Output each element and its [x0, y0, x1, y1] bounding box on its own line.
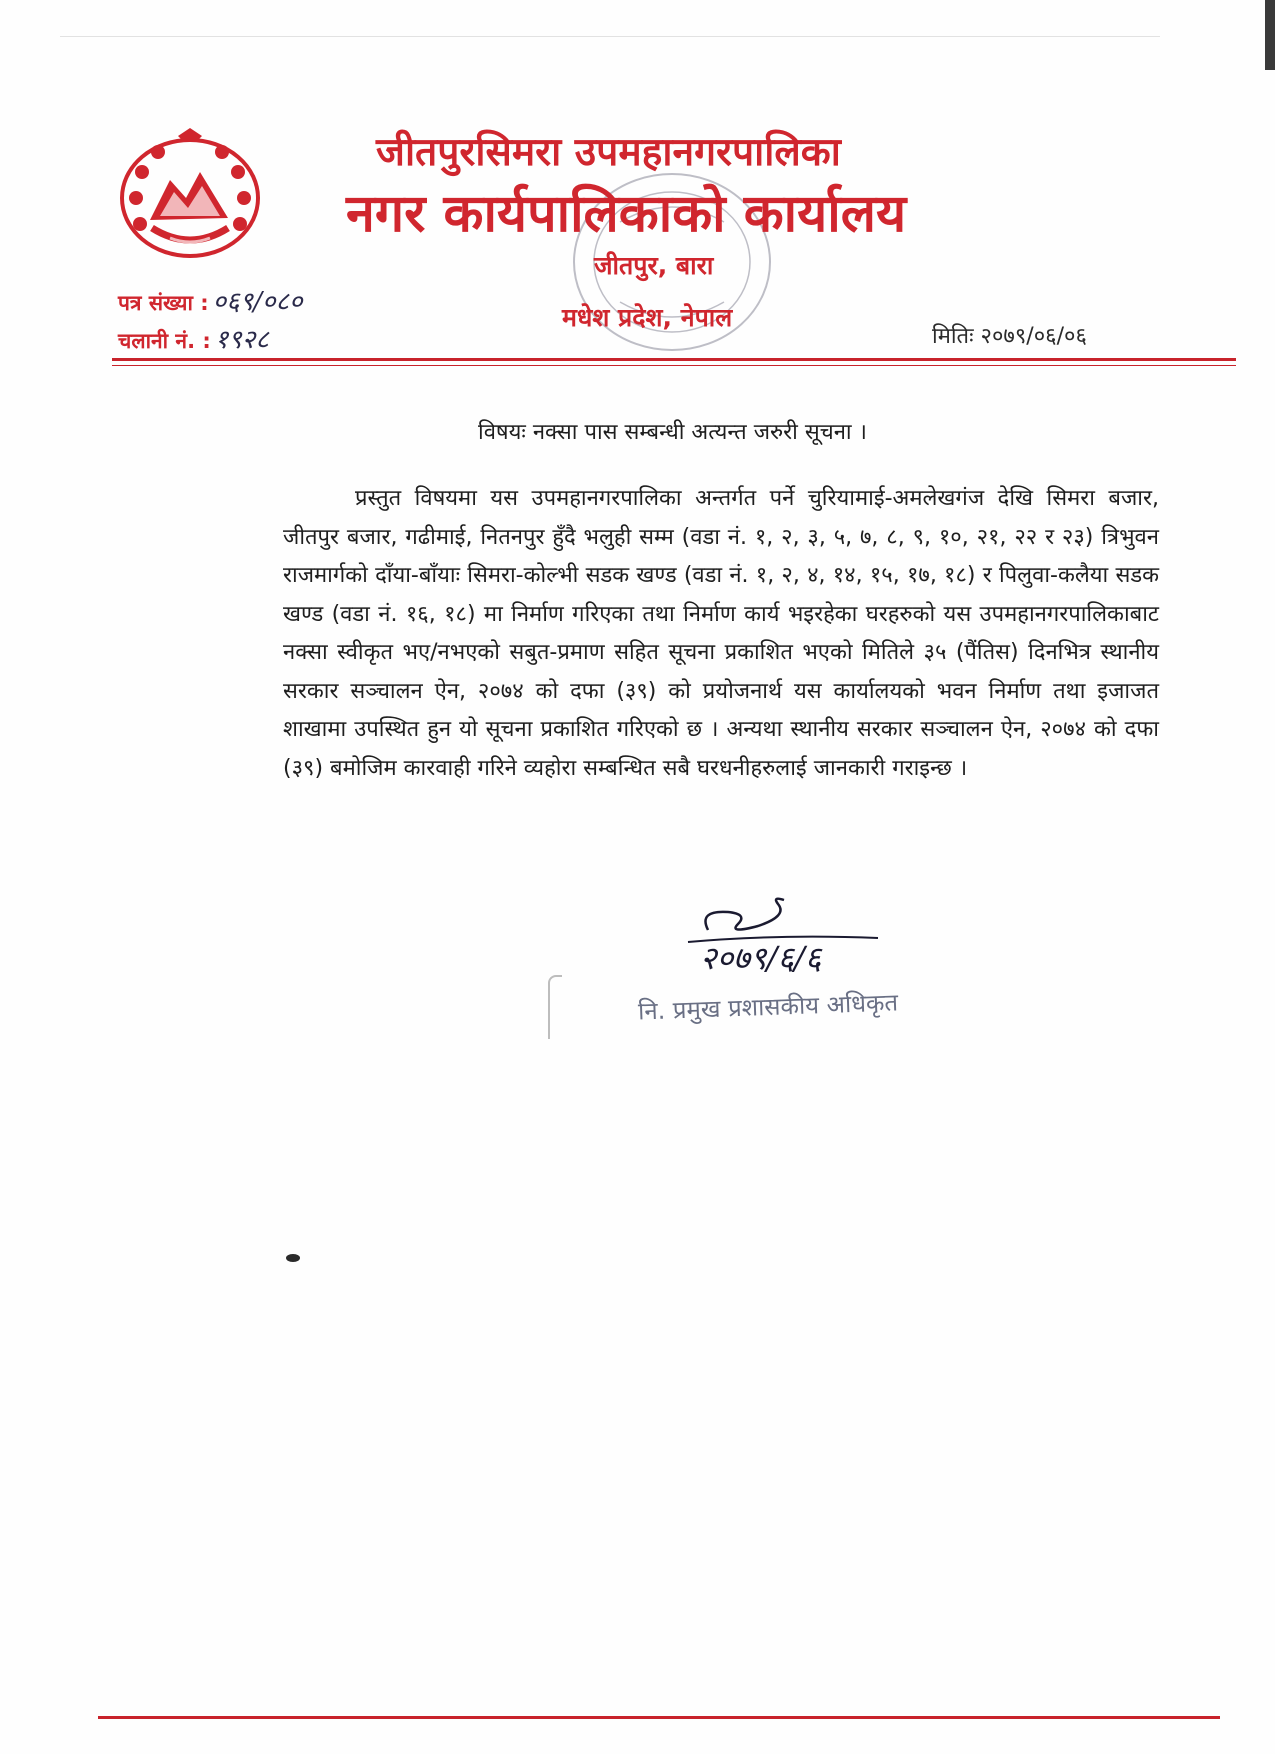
scan-artifact-line: [60, 36, 1160, 37]
municipality-name: जीतपुरसिमरा उपमहानगरपालिका: [376, 130, 841, 175]
letter-number: [118, 282, 303, 318]
address-line-1: जीतपुर, बारा: [594, 251, 714, 280]
scan-edge: [1265, 0, 1275, 70]
header-divider: [112, 358, 1236, 361]
officer-designation-stamp: नि. प्रमुख प्रशासकीय अधिकृत: [637, 988, 899, 1026]
letter-body: [283, 480, 1159, 788]
header-divider-thin: [112, 365, 1236, 366]
letter-date: [932, 320, 1087, 350]
office-name: नगर कार्यपालिकाको कार्यालय: [346, 184, 907, 244]
date-value: २०७९/०६/०६: [980, 324, 1087, 349]
nepal-emblem-icon: [116, 128, 264, 260]
letter-number-value: ०६९/०८०: [212, 287, 303, 317]
stamp-bracket: [548, 975, 562, 1039]
letter-subject: विषयः नक्सा पास सम्बन्धी अत्यन्त जरुरी सूचना ।: [478, 420, 867, 445]
letter-number-label: पत्र संख्या :: [118, 291, 209, 315]
signature-date: २०७९/६/६: [700, 939, 822, 977]
footer-divider: [98, 1716, 1220, 1719]
dispatch-number-value: १९२८: [214, 325, 269, 355]
dispatch-number: [118, 320, 269, 356]
date-label: मितिः: [932, 324, 974, 349]
dispatch-number-label: चलानी नं. :: [118, 329, 211, 353]
scan-speck: [286, 1254, 300, 1262]
address-line-2: मधेश प्रदेश, नेपाल: [562, 303, 733, 332]
body-paragraph: प्रस्तुत विषयमा यस उपमहानगरपालिका अन्तर्गत पर्ने चुरियामाई-अमलेखगंज देखि सिमरा बजार, जीतपुर बजार, गढीमाई, नितनपुर हुँदै भलुही सम्म (वडा नं. १, २, ३, ५, ७, ८, ९, १०, २१, २२ र २३) त्रिभुवन राजमार्गको दाँया-बाँयाः सिमरा-कोल्भी सडक खण्ड (वडा नं. १, २, ४, १४, १५, १७, १८) र पिलुवा-कलैया सडक खण्ड (वडा नं. १६, १८) मा निर्माण गरिएका तथा निर्माण कार्य भइरहेका घरहरुको यस उपमहानगरपालिकाबाट नक्सा स्वीकृत भए/नभएको सबुत-प्रमाण सहित सूचना प्रकाशित भएको मितिले ३५ (पैंतिस) दिनभित्र स्थानीय सरकार सञ्चालन ऐन, २०७४ को दफा (३९) को प्रयोजनार्थ यस कार्यालयको भवन निर्माण तथा इजाजत शाखामा उपस्थित हुन यो सूचना प्रकाशित गरिएको छ । अन्यथा स्थानीय सरकार सञ्चालन ऐन, २०७४ को दफा (३९) बमोजिम कारवाही गरिने व्यहोरा सम्बन्धित सबै घरधनीहरुलाई जानकारी गराइन्छ ।: [283, 486, 1159, 781]
